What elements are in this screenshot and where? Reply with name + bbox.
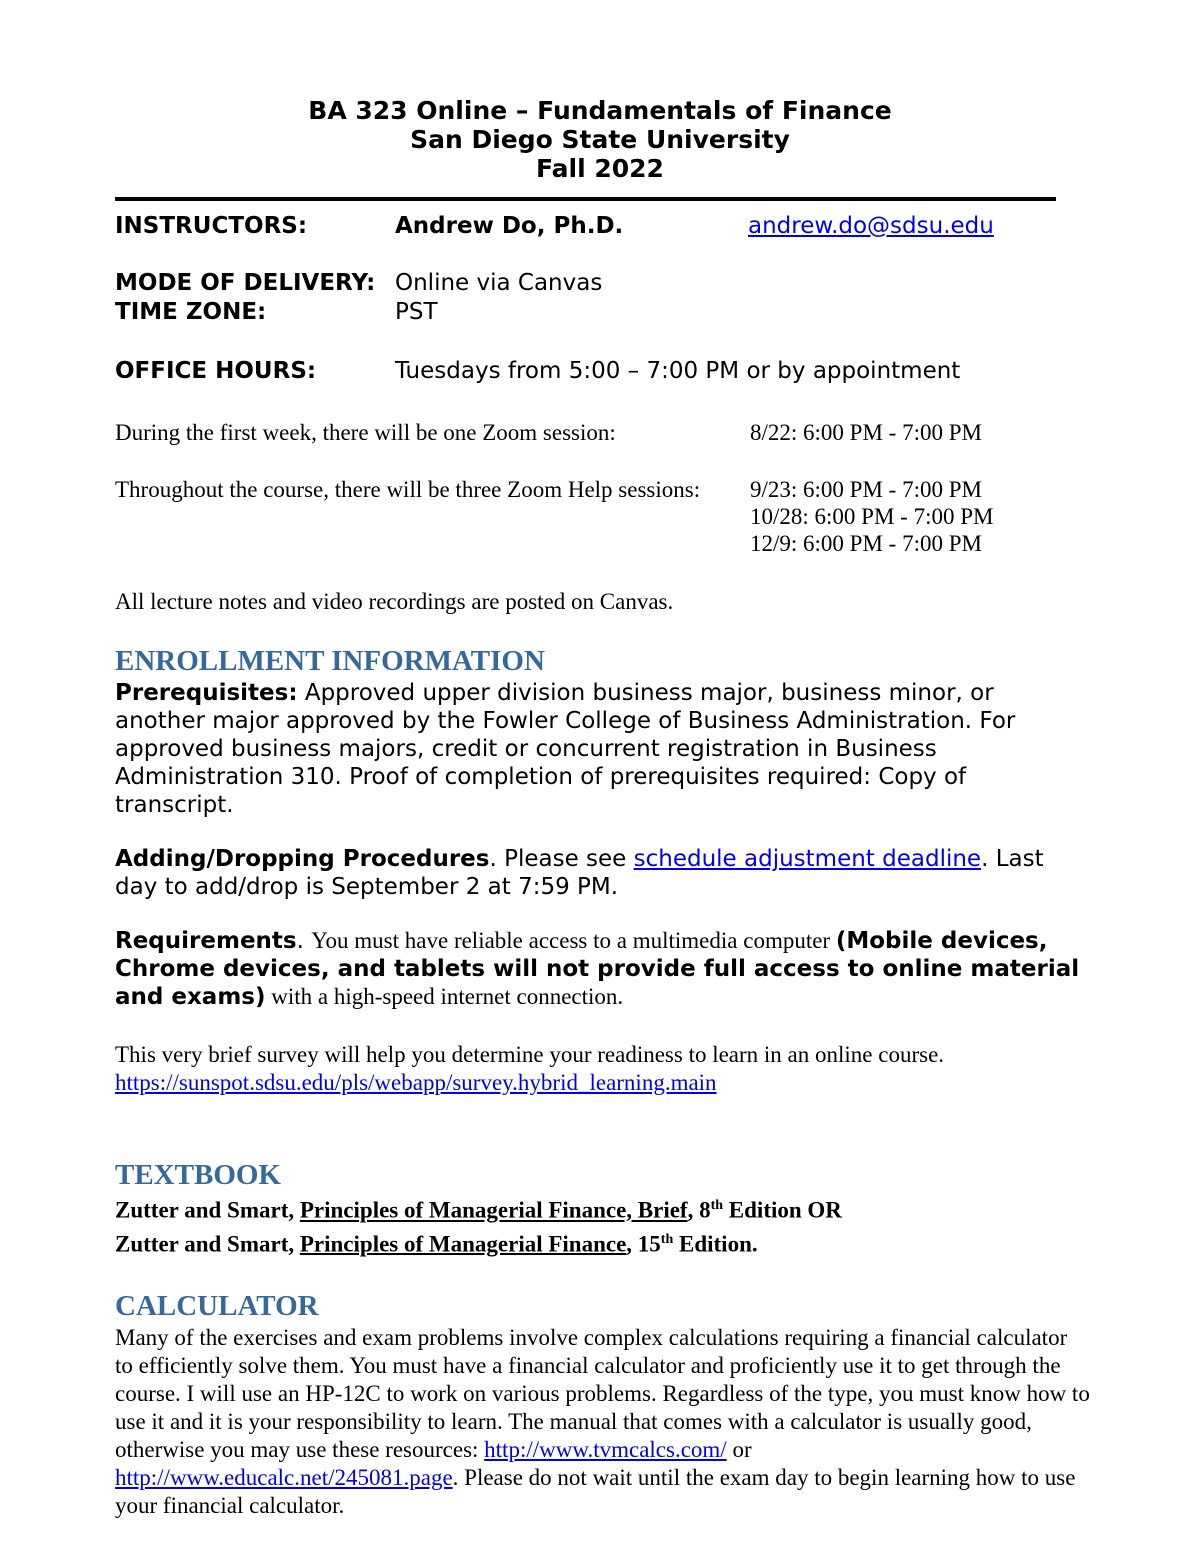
textbook1-title: Principles of Managerial Finance, Brief <box>299 1197 688 1223</box>
prerequisites-text: Approved upper division business major, business minor, or another major approved by the Fowler College of Business Administration. For approved business majors, credit or concurrent registration in Business Administration 310. Proof of completion of prerequisites required: Copy of transcript. <box>115 680 1016 818</box>
office-hours-row <box>115 358 1085 385</box>
calculator-text-1: Many of the exercises and exam problems involve complex calculations requiring a financial calculator to efficiently solve them. You must have a financial calculator and proficiently use it to get through the course. I will use an HP-12C to work on various problems. Regardless of the type, you must know how to use it and it is your responsibility to learn. The manual that comes with a calculator is usually good, otherwise you may use these resources: <box>115 1325 1090 1463</box>
requirements-dot: . <box>296 928 312 954</box>
textbook2-edition-sup: th <box>660 1231 674 1247</box>
course-title: BA 323 Online – Fundamentals of Finance <box>308 96 892 125</box>
time-zone-value: PST <box>395 299 438 325</box>
instructors-label: INSTRUCTORS: <box>115 213 308 239</box>
survey-link[interactable]: https://sunspot.sdsu.edu/pls/webapp/survey.hybrid_learning.main <box>115 1070 717 1095</box>
help-sessions-row <box>115 476 1085 557</box>
textbook2-mid: , 15 <box>626 1231 661 1257</box>
adding-dropping-end: . Last day to add/drop is September 2 at 7:59 PM. <box>115 846 1044 900</box>
mode-value: Online via Canvas <box>395 270 603 296</box>
help-sessions-times <box>750 476 1085 557</box>
textbook-heading: TEXTBOOK <box>115 1159 281 1191</box>
educalc-link[interactable]: http://www.educalc.net/245081.page <box>115 1465 453 1491</box>
adding-dropping-paragraph <box>115 845 1080 901</box>
schedule-adjustment-link[interactable]: schedule adjustment deadline <box>633 846 982 872</box>
document-header <box>115 96 1085 183</box>
survey-text: This very brief survey will help you determine your readiness to learn in an online course. <box>115 1042 945 1067</box>
first-week-session-time: 8/22: 6:00 PM - 7:00 PM <box>750 420 982 445</box>
textbook1-authors: Zutter and Smart, <box>115 1197 300 1223</box>
lecture-notes-note: All lecture notes and video recordings are posted on Canvas. <box>115 589 674 614</box>
survey-paragraph <box>115 1041 1080 1097</box>
textbook1-mid: , 8 <box>687 1197 711 1223</box>
time-zone-label: TIME ZONE: <box>115 299 267 325</box>
textbook-line-1 <box>115 1191 1085 1225</box>
time-zone-row <box>115 299 1085 326</box>
semester: Fall 2022 <box>536 154 664 183</box>
university-name: San Diego State University <box>410 125 790 154</box>
instructor-email-link[interactable]: andrew.do@sdsu.edu <box>748 213 994 239</box>
instructors-row <box>115 213 1085 240</box>
help-sessions-text: Throughout the course, there will be three Zoom Help sessions: <box>115 477 701 502</box>
requirements-paragraph <box>115 927 1080 1011</box>
header-divider <box>115 197 1056 201</box>
calculator-heading: CALCULATOR <box>115 1290 319 1323</box>
prerequisites-label: Prerequisites: <box>115 680 298 706</box>
textbook2-end: Edition. <box>673 1231 758 1257</box>
first-week-session-text: During the first week, there will be one Zoom session: <box>115 420 616 445</box>
help-session-time: 9/23: 6:00 PM - 7:00 PM <box>750 477 982 502</box>
requirements-text-1: You must have reliable access to a multimedia computer <box>311 928 836 953</box>
adding-dropping-label: Adding/Dropping Procedures <box>115 846 490 872</box>
office-hours-label: OFFICE HOURS: <box>115 358 317 384</box>
calculator-text-3: . Please do not wait until the exam day to begin learning how to use your financial calculator. <box>115 1465 1076 1519</box>
textbook2-authors: Zutter and Smart, <box>115 1231 300 1257</box>
tvmcalcs-link[interactable]: http://www.tvmcalcs.com/ <box>484 1437 727 1463</box>
textbook1-end: Edition OR <box>723 1197 842 1223</box>
calculator-text-2: or <box>726 1437 752 1463</box>
enrollment-heading: ENROLLMENT INFORMATION <box>115 645 545 677</box>
help-session-time: 12/9: 6:00 PM - 7:00 PM <box>750 531 982 556</box>
mode-label: MODE OF DELIVERY: <box>115 270 376 296</box>
requirements-text-2: with a high-speed internet connection. <box>265 984 624 1009</box>
help-session-time: 10/28: 6:00 PM - 7:00 PM <box>750 504 994 529</box>
instructor-name: Andrew Do, Ph.D. <box>395 213 624 239</box>
prerequisites-paragraph <box>115 679 1080 819</box>
textbook1-edition-sup: th <box>710 1198 724 1213</box>
first-week-session-row <box>115 419 1085 446</box>
requirements-label: Requirements <box>115 928 297 954</box>
adding-dropping-mid: . Please see <box>489 846 634 872</box>
mode-of-delivery-row <box>115 270 1085 297</box>
calculator-paragraph <box>115 1324 1090 1520</box>
textbook2-title: Principles of Managerial Finance <box>299 1231 627 1257</box>
office-hours-value: Tuesdays from 5:00 – 7:00 PM or by appointment <box>395 358 961 384</box>
requirements-bold-warning: (Mobile devices, Chrome devices, and tablets will not provide full access to online material and exams) <box>115 928 1080 1010</box>
textbook-line-2 <box>115 1225 1085 1259</box>
